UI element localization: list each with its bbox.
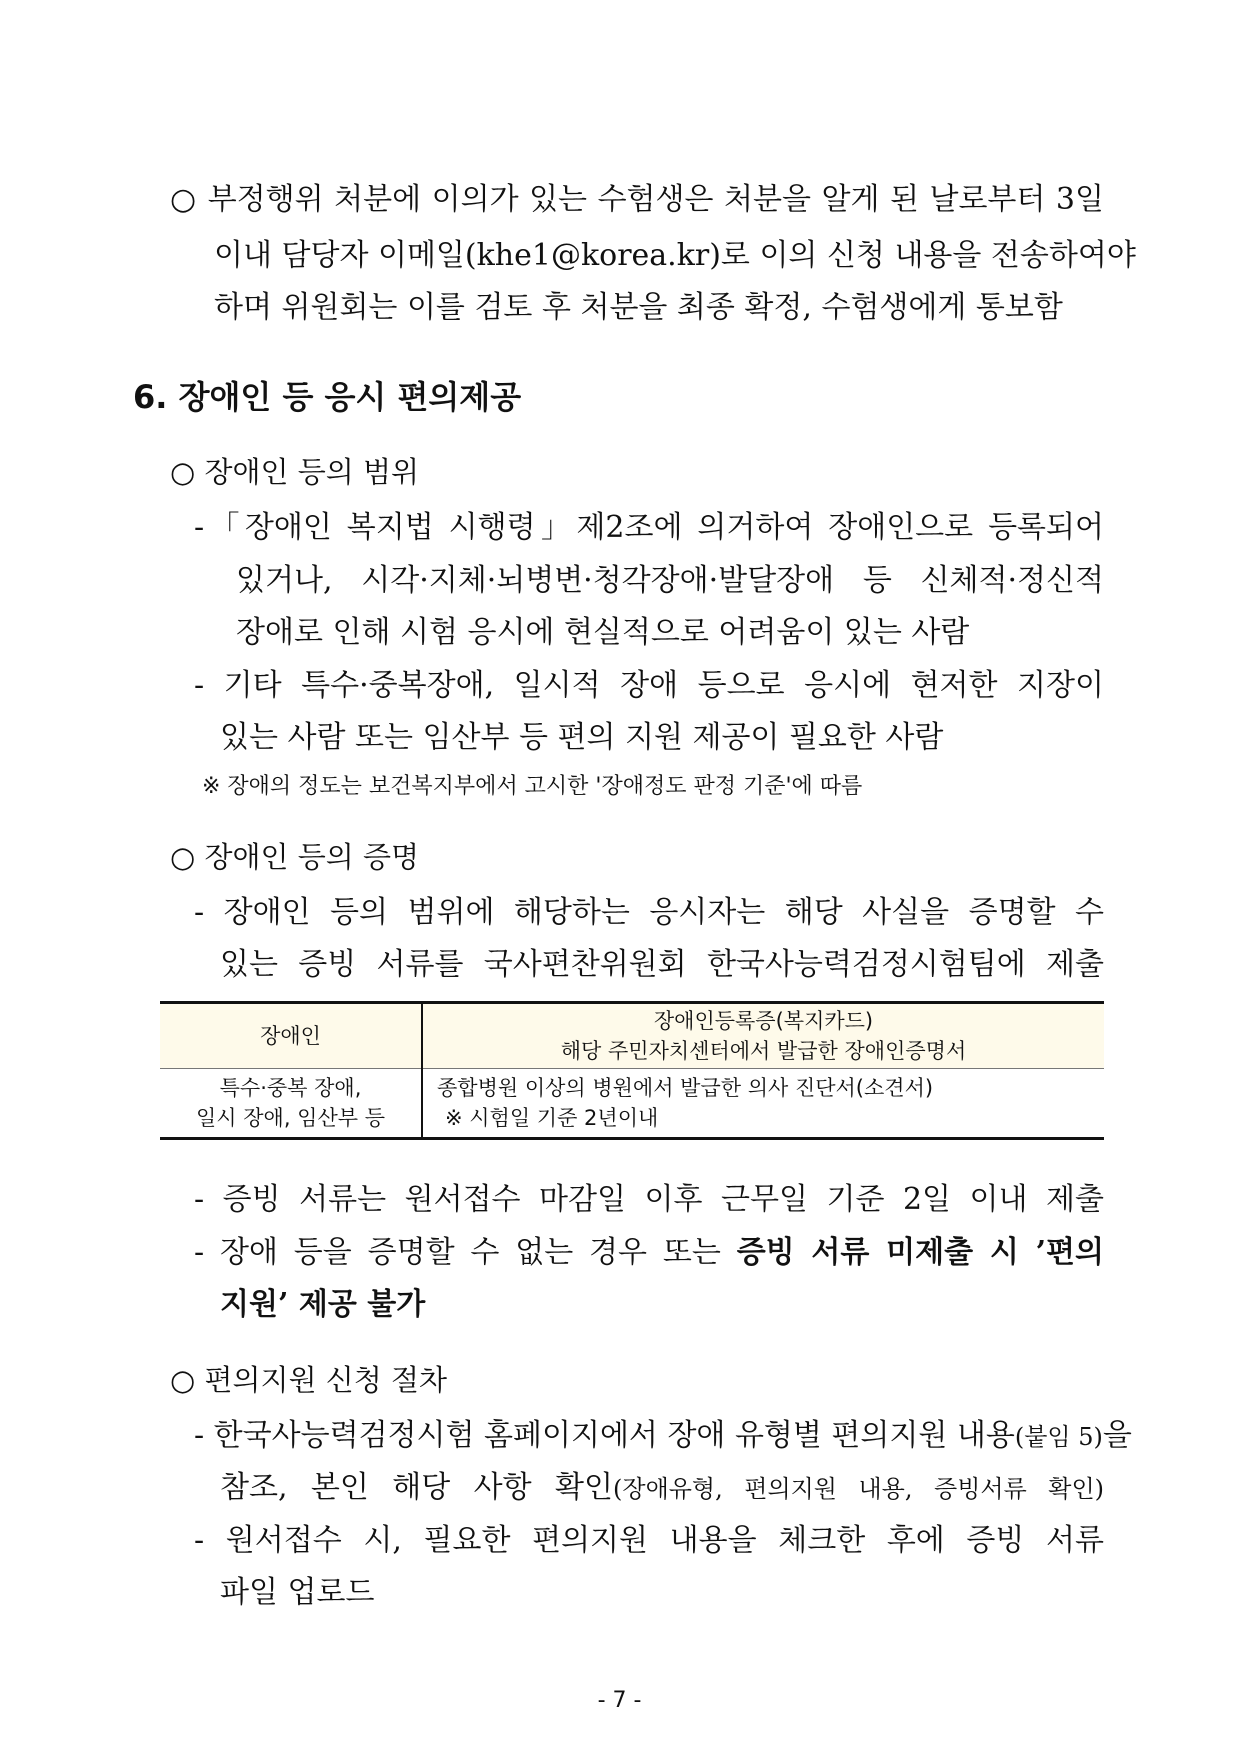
category-line: 특수·중복 장애, [219, 1076, 362, 1100]
document-line: 해당 주민자치센터에서 발급한 장애인증명서 [560, 1039, 967, 1063]
table-cell-documents [422, 1069, 1104, 1139]
table-cell-category [160, 1003, 422, 1069]
page-number: - 7 - [597, 1688, 642, 1713]
proof-bullet-3-bold: 증빙 서류 미제출 시 ’편의 [736, 1235, 1104, 1270]
document-line: 종합병원 이상의 병원에서 발급한 의사 진단서(소견서) [437, 1076, 934, 1100]
procedure-bullet-2-line-1: - 원서접수 시, 필요한 편의지원 내용을 체크한 후에 증빙 서류 [194, 1523, 1104, 1558]
proof-heading: ○ 장애인 등의 증명 [170, 840, 420, 874]
table-row [160, 1069, 1104, 1139]
scope-bullet-1-line-1: -「장애인 복지법 시행령」제2조에 의거하여 장애인으로 등록되어 [194, 510, 1104, 545]
table-cell-documents [422, 1003, 1104, 1069]
category-line: 일시 장애, 임산부 등 [196, 1106, 385, 1130]
procedure-bullet-1-line-2 [220, 1468, 1104, 1509]
scope-bullet-1-line-2: 있거나, 시각·지체·뇌병변·청각장애·발달장애 등 신체적·정신적 [236, 563, 1104, 598]
proof-documents-table [160, 1001, 1104, 1140]
scope-bullet-2-line-1: - 기타 특수·중복장애, 일시적 장애 등으로 응시에 현저한 지장이 [194, 668, 1104, 703]
procedure-bullet-1-ref: (붙임 5) [1014, 1423, 1103, 1451]
proof-bullet-1-line-2: 있는 증빙 서류를 국사편찬위원회 한국사능력검정시험팀에 제출 [220, 947, 1104, 982]
document-line: 장애인등록증(복지카드) [653, 1009, 874, 1033]
category-label: 장애인 [260, 1024, 321, 1048]
proof-bullet-2: - 증빙 서류는 원서접수 마감일 이후 근무일 기준 2일 이내 제출 [194, 1182, 1104, 1217]
procedure-bullet-1-line-1 [194, 1416, 1132, 1457]
table-row [160, 1003, 1104, 1069]
proof-bullet-3-line-1 [194, 1233, 1104, 1273]
procedure-bullet-1-line-2-text: 참조, 본인 해당 사항 확인 [220, 1470, 614, 1505]
proof-bullet-3-text: - 장애 등을 증명할 수 없는 경우 또는 [194, 1235, 737, 1270]
intro-line-1: ○ 부정행위 처분에 이의가 있는 수험생은 처분을 알게 된 날로부터 3일 [170, 182, 1104, 217]
scope-note: ※ 장애의 정도는 보건복지부에서 고시한 '장애정도 판정 기준'에 따름 [202, 774, 863, 799]
intro-line-2: 이내 담당자 이메일(khe1@korea.kr)로 이의 신청 내용을 전송하여야 [214, 238, 1136, 273]
procedure-bullet-2-line-2: 파일 업로드 [220, 1575, 375, 1610]
intro-line-3: 하며 위원회는 이를 검토 후 처분을 최종 확정, 수험생에게 통보함 [214, 290, 1063, 325]
proof-bullet-3-line-2: 지원’ 제공 불가 [220, 1287, 426, 1322]
section-title: 6. 장애인 등 응시 편의제공 [133, 378, 522, 416]
procedure-heading: ○ 편의지원 신청 절차 [170, 1363, 448, 1397]
scope-heading: ○ 장애인 등의 범위 [170, 455, 420, 489]
procedure-bullet-1-line-2-detail: (장애유형, 편의지원 내용, 증빙서류 확인) [613, 1475, 1104, 1503]
scope-bullet-1-line-3: 장애로 인해 시험 응시에 현실적으로 어려움이 있는 사람 [236, 615, 970, 650]
procedure-bullet-1-text: - 한국사능력검정시험 홈페이지에서 장애 유형별 편의지원 내용 [194, 1418, 1015, 1453]
procedure-bullet-1-end: 을 [1102, 1418, 1132, 1453]
document-line: ※ 시험일 기준 2년이내 [445, 1106, 659, 1130]
proof-bullet-1-line-1: - 장애인 등의 범위에 해당하는 응시자는 해당 사실을 증명할 수 [194, 895, 1104, 930]
scope-bullet-2-line-2: 있는 사람 또는 임산부 등 편의 지원 제공이 필요한 사람 [220, 720, 944, 755]
table-cell-category [160, 1069, 422, 1139]
